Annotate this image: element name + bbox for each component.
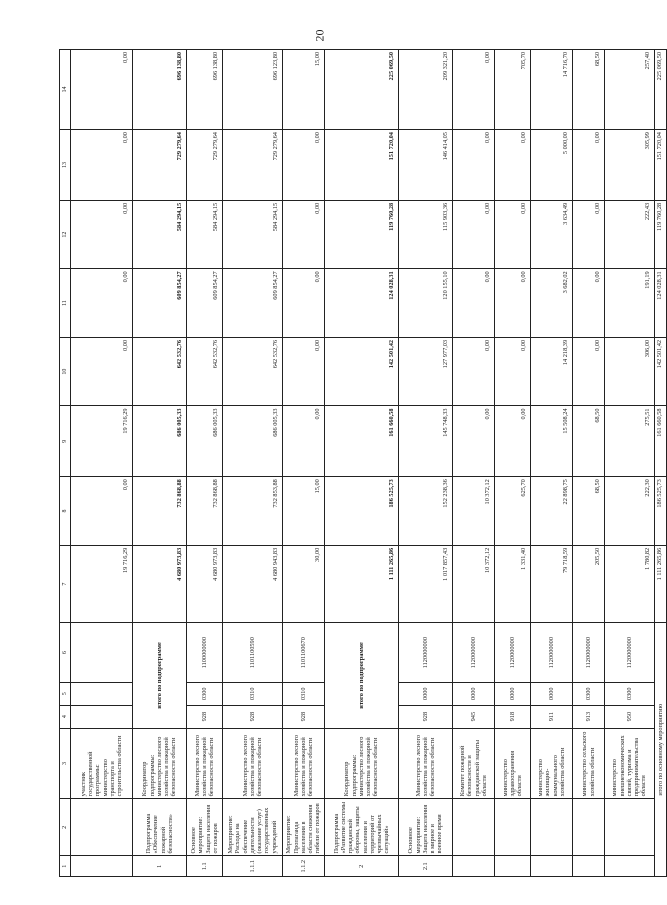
amount-cell: 209 321,20 [399, 50, 453, 130]
activity-name-cell [71, 799, 133, 856]
amount-cell: 19 716,29 [71, 406, 133, 477]
total-amount-cell: 142 501,42 [655, 337, 667, 406]
column-number: 7 [60, 545, 71, 623]
table-row [495, 50, 531, 877]
column-number-row [60, 50, 71, 877]
column-number: 9 [60, 406, 71, 477]
amount-cell: 119 760,28 [325, 200, 399, 269]
amount-cell: 1 017 857,43 [399, 545, 453, 623]
grbs-code-cell: 918 [495, 705, 531, 728]
activity-name-cell [573, 799, 605, 856]
amount-cell: 68,50 [573, 406, 605, 477]
executor-cell: Координатор подпрограммы: министерство лесного хозяйства и пожарной безопасности области [325, 728, 399, 799]
executor-cell: Министерство лесного хозяйства и пожарной безопасности области [399, 728, 453, 799]
column-number: 4 [60, 705, 71, 728]
amount-cell: 124 028,31 [325, 269, 399, 338]
target-article-cell: 1120000000 [531, 623, 573, 682]
amount-cell: 0,00 [573, 130, 605, 201]
amount-cell: 205,50 [573, 545, 605, 623]
grbs-code-cell: 945 [453, 705, 495, 728]
column-number: 14 [60, 50, 71, 130]
amount-cell: 5 000,00 [531, 130, 573, 201]
amount-cell: 151 720,04 [325, 130, 399, 201]
amount-cell: 4 680 943,83 [223, 545, 283, 623]
amount-cell: 3 634,49 [531, 200, 573, 269]
amount-cell: 0,00 [495, 269, 531, 338]
activity-name-cell: Мероприятие: Пропаганда населения в области снижения гибели от пожаров [283, 799, 325, 856]
amount-cell: 0,00 [71, 337, 133, 406]
amount-cell: 0,00 [283, 269, 325, 338]
section-code-cell: 0300 [573, 682, 605, 705]
amount-cell: 14 218,39 [531, 337, 573, 406]
activity-name-cell: Мероприятие: Расходы на обеспечение деятельности (оказание услуг) государственных учреждений [223, 799, 283, 856]
amount-cell: 14 716,70 [531, 50, 573, 130]
column-number: 5 [60, 682, 71, 705]
amount-cell: 696 138,80 [187, 50, 223, 130]
table-row [453, 50, 495, 877]
row-number-cell: 2 [325, 856, 399, 877]
target-article-cell: 1120000000 [495, 623, 531, 682]
row-number-cell [531, 856, 573, 877]
amount-cell: 0,00 [453, 406, 495, 477]
amount-cell: 642 532,76 [187, 337, 223, 406]
amount-cell: 584 294,15 [133, 200, 187, 269]
column-number: 10 [60, 337, 71, 406]
amount-cell: 0,00 [283, 406, 325, 477]
amount-cell: 0,00 [283, 337, 325, 406]
amount-cell: 4 680 973,83 [187, 545, 223, 623]
table-row [325, 50, 399, 877]
subprogram-total-label: итого по подпрограмме [133, 623, 187, 728]
amount-cell: 222,43 [605, 200, 655, 269]
amount-cell: 120 155,10 [399, 269, 453, 338]
column-number: 2 [60, 799, 71, 856]
row-number-cell [605, 856, 655, 877]
amount-cell: 1 111 265,86 [325, 545, 399, 623]
amount-cell: 275,51 [605, 406, 655, 477]
grbs-code-cell: 928 [399, 705, 453, 728]
row-number-cell: 1.1.2 [283, 856, 325, 877]
amount-cell: 584 294,15 [223, 200, 283, 269]
amount-cell: 1 780,82 [605, 545, 655, 623]
amount-cell: 225 069,50 [325, 50, 399, 130]
row-number-cell: 1 [133, 856, 187, 877]
amount-cell: 0,00 [495, 200, 531, 269]
amount-cell: 705,70 [495, 50, 531, 130]
amount-cell: 15 508,24 [531, 406, 573, 477]
table-row [283, 50, 325, 877]
amount-cell: 696 138,80 [133, 50, 187, 130]
activity-name-cell [605, 799, 655, 856]
amount-cell: 642 532,76 [223, 337, 283, 406]
row-number-cell: 1.1 [187, 856, 223, 877]
amount-cell: 686 005,33 [133, 406, 187, 477]
amount-cell: 0,00 [283, 200, 325, 269]
section-code-cell: 0310 [283, 682, 325, 705]
amount-cell: 79 718,59 [531, 545, 573, 623]
activity-name-cell: Основное мероприятие: Защита населения от пожаров [187, 799, 223, 856]
amount-cell: 0,00 [453, 50, 495, 130]
total-amount-cell: 1 111 265,86 [655, 545, 667, 623]
target-article-cell: 1120000000 [399, 623, 453, 682]
amount-cell: 686 005,33 [223, 406, 283, 477]
activity-name-cell: Подпрограмма «Развитие системы гражданской обороны, защиты населения и территорий от чрезвычайных ситуаций» [325, 799, 399, 856]
table-row [399, 50, 453, 877]
executor-cell: министерство сельского хозяйства области [573, 728, 605, 799]
total-row [655, 50, 667, 877]
table-row [223, 50, 283, 877]
amount-cell: 0,00 [71, 477, 133, 546]
table-row [605, 50, 655, 877]
rotated-table-wrapper [59, 49, 664, 877]
executor-cell: Министерство лесного хозяйства и пожарной безопасности области [283, 728, 325, 799]
amount-cell: 609 854,27 [187, 269, 223, 338]
amount-cell: 10 372,12 [453, 477, 495, 546]
executor-cell: Министерство лесного хозяйства и пожарной безопасности области [223, 728, 283, 799]
amount-cell: 0,00 [495, 337, 531, 406]
target-article-cell [71, 623, 133, 682]
amount-cell: 152 238,36 [399, 477, 453, 546]
amount-cell: 161 660,58 [325, 406, 399, 477]
amount-cell: 10 372,12 [453, 545, 495, 623]
executor-cell: Комитет пожарной безопасности и гражданской защиты области [453, 728, 495, 799]
amount-cell: 30,00 [283, 545, 325, 623]
row-number-cell: 1.1.1 [223, 856, 283, 877]
subprogram-total-label: итого по подпрограмме [325, 623, 399, 728]
table-row [133, 50, 187, 877]
amount-cell: 609 854,27 [133, 269, 187, 338]
amount-cell: 732 853,88 [223, 477, 283, 546]
amount-cell: 732 868,88 [187, 477, 223, 546]
target-article-cell: 1100000000 [187, 623, 223, 682]
amount-cell: 0,00 [495, 406, 531, 477]
amount-cell: 696 123,80 [223, 50, 283, 130]
table-body [60, 50, 667, 877]
page-number: 20 [312, 29, 327, 42]
amount-cell: 115 903,36 [399, 200, 453, 269]
amount-cell: 0,00 [71, 200, 133, 269]
executor-cell: Министерство лесного хозяйства и пожарной безопасности области [187, 728, 223, 799]
column-number: 1 [60, 856, 71, 877]
amount-cell: 0,00 [573, 200, 605, 269]
amount-cell: 257,40 [605, 50, 655, 130]
row-number-cell [453, 856, 495, 877]
executor-cell: министерство внешнеэкономических связей, туризма и предпринимательства области [605, 728, 655, 799]
table-row [573, 50, 605, 877]
amount-cell: 732 868,88 [133, 477, 187, 546]
column-number: 12 [60, 200, 71, 269]
target-article-cell: 1101100670 [283, 623, 325, 682]
amount-cell: 584 294,15 [187, 200, 223, 269]
amount-cell: 0,00 [71, 130, 133, 201]
amount-cell: 625,70 [495, 477, 531, 546]
section-code-cell: 0000 [495, 682, 531, 705]
section-code-cell [71, 682, 133, 705]
amount-cell: 0,00 [495, 130, 531, 201]
amount-cell: 0,00 [573, 337, 605, 406]
total-amount-cell: 225 069,50 [655, 50, 667, 130]
total-label: итого по основному мероприятию [655, 623, 667, 877]
grbs-code-cell: 913 [573, 705, 605, 728]
grbs-code-cell [71, 705, 133, 728]
amount-cell: 68,50 [573, 477, 605, 546]
budget-table [59, 49, 667, 877]
section-code-cell: 0000 [453, 682, 495, 705]
grbs-code-cell: 928 [223, 705, 283, 728]
amount-cell: 0,00 [453, 200, 495, 269]
amount-cell: 306,00 [605, 337, 655, 406]
column-number: 3 [60, 728, 71, 799]
row-number-cell: 2.1 [399, 856, 453, 877]
activity-name-cell: Основное мероприятие: Защита населения в мирное и военное время [399, 799, 453, 856]
total-amount-cell: 161 660,58 [655, 406, 667, 477]
target-article-cell: 1101100590 [223, 623, 283, 682]
amount-cell: 4 680 973,83 [133, 545, 187, 623]
amount-cell: 146 414,05 [399, 130, 453, 201]
section-code-cell: 0000 [531, 682, 573, 705]
executor-cell: участник государственной программы: министерство транспорта и строительства области [71, 728, 133, 799]
grbs-code-cell: 928 [283, 705, 325, 728]
target-article-cell: 1120000000 [573, 623, 605, 682]
target-article-cell: 1120000000 [605, 623, 655, 682]
activity-name-cell: Подпрограмма «Обеспечение пожарной безопасности» [133, 799, 187, 856]
column-number: 11 [60, 269, 71, 338]
amount-cell: 0,00 [71, 50, 133, 130]
row-number-cell [495, 856, 531, 877]
amount-cell: 729 279,64 [187, 130, 223, 201]
section-code-cell: 0310 [223, 682, 283, 705]
amount-cell: 0,00 [453, 337, 495, 406]
amount-cell: 642 532,76 [133, 337, 187, 406]
amount-cell: 15,00 [283, 477, 325, 546]
table-row [531, 50, 573, 877]
grbs-code-cell: 928 [187, 705, 223, 728]
executor-cell: министерство жилищно-коммунального хозяйства области [531, 728, 573, 799]
amount-cell: 191,19 [605, 269, 655, 338]
amount-cell: 729 279,64 [133, 130, 187, 201]
column-number: 8 [60, 477, 71, 546]
total-amount-cell: 124 028,31 [655, 269, 667, 338]
activity-name-cell [495, 799, 531, 856]
activity-name-cell [531, 799, 573, 856]
amount-cell: 305,99 [605, 130, 655, 201]
table-row [71, 50, 133, 877]
amount-cell: 22 898,75 [531, 477, 573, 546]
amount-cell: 68,50 [573, 50, 605, 130]
row-number-cell [573, 856, 605, 877]
amount-cell: 0,00 [573, 269, 605, 338]
section-code-cell: 0000 [399, 682, 453, 705]
amount-cell: 186 525,73 [325, 477, 399, 546]
section-code-cell: 0300 [605, 682, 655, 705]
column-number: 13 [60, 130, 71, 201]
grbs-code-cell: 950 [605, 705, 655, 728]
grbs-code-cell: 911 [531, 705, 573, 728]
amount-cell: 609 854,27 [223, 269, 283, 338]
amount-cell: 0,00 [283, 130, 325, 201]
target-article-cell: 1120000000 [453, 623, 495, 682]
row-number-cell [71, 856, 133, 877]
amount-cell: 686 005,33 [187, 406, 223, 477]
activity-name-cell [453, 799, 495, 856]
total-amount-cell: 186 525,73 [655, 477, 667, 546]
amount-cell: 15,00 [283, 50, 325, 130]
executor-cell: министерство здравоохранения области [495, 728, 531, 799]
total-amount-cell: 151 720,04 [655, 130, 667, 201]
amount-cell: 145 748,33 [399, 406, 453, 477]
amount-cell: 127 977,03 [399, 337, 453, 406]
column-number: 6 [60, 623, 71, 682]
amount-cell: 0,00 [453, 130, 495, 201]
table-row [187, 50, 223, 877]
amount-cell: 1 331,40 [495, 545, 531, 623]
amount-cell: 0,00 [453, 269, 495, 338]
amount-cell: 729 279,64 [223, 130, 283, 201]
total-amount-cell: 119 760,28 [655, 200, 667, 269]
executor-cell: Координатор подпрограммы: министерство лесного хозяйства и пожарной безопасности области [133, 728, 187, 799]
amount-cell: 142 501,42 [325, 337, 399, 406]
amount-cell: 222,30 [605, 477, 655, 546]
section-code-cell: 0300 [187, 682, 223, 705]
amount-cell: 19 716,29 [71, 545, 133, 623]
amount-cell: 3 682,02 [531, 269, 573, 338]
amount-cell: 0,00 [71, 269, 133, 338]
